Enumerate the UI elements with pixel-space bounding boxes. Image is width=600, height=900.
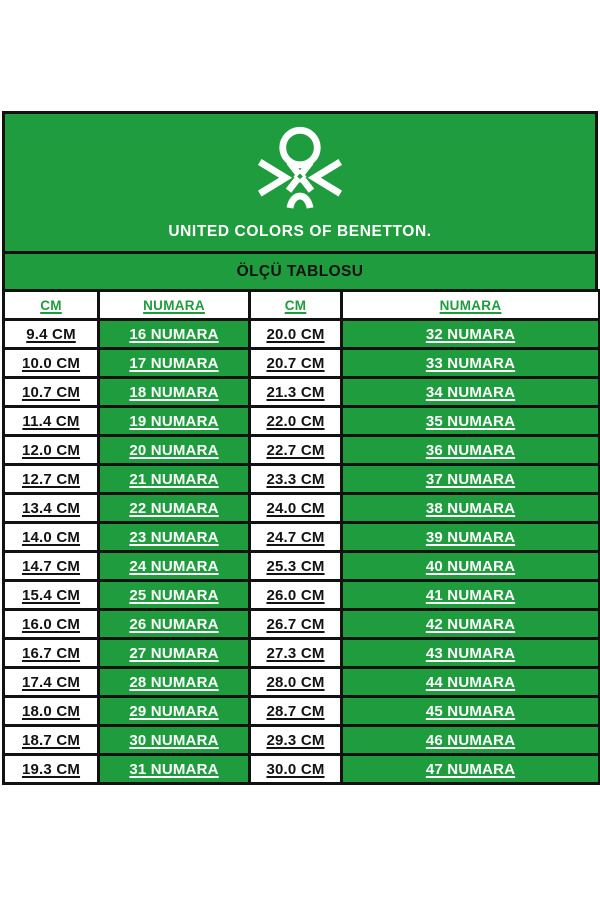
numara-value-cell: 26 NUMARA [99,610,250,639]
numara-value-cell: 45 NUMARA [342,697,600,726]
cm-value-cell: 22.7 CM [250,436,342,465]
numara-value-cell: 47 NUMARA [342,755,600,784]
cm-value-cell: 29.3 CM [250,726,342,755]
table-row [4,523,600,552]
table-row [4,407,600,436]
brand-wordmark: UNITED COLORS OF BENETTON. [168,223,432,240]
numara-value-cell: 27 NUMARA [99,639,250,668]
table-row [4,378,600,407]
numara-value-cell: 44 NUMARA [342,668,600,697]
numara-value-cell: 46 NUMARA [342,726,600,755]
numara-value-cell: 37 NUMARA [342,465,600,494]
cm-value-cell: 14.7 CM [4,552,99,581]
cm-value-cell: 12.7 CM [4,465,99,494]
cm-value-cell: 16.7 CM [4,639,99,668]
cm-value-cell: 17.4 CM [4,668,99,697]
table-row [4,668,600,697]
numara-value-cell: 22 NUMARA [99,494,250,523]
size-chart-page [2,111,598,785]
table-row [4,552,600,581]
cm-value-cell: 20.7 CM [250,349,342,378]
numara-value-cell: 33 NUMARA [342,349,600,378]
cm-value-cell: 22.0 CM [250,407,342,436]
cm-value-cell: 12.0 CM [4,436,99,465]
numara-value-cell: 36 NUMARA [342,436,600,465]
cm-value-cell: 21.3 CM [250,378,342,407]
cm-value-cell: 28.0 CM [250,668,342,697]
numara-value-cell: 17 NUMARA [99,349,250,378]
header-row [4,291,600,320]
numara-value-cell: 24 NUMARA [99,552,250,581]
numara-value-cell: 42 NUMARA [342,610,600,639]
numara-value-cell: 20 NUMARA [99,436,250,465]
numara-value-cell: 25 NUMARA [99,581,250,610]
table-row [4,610,600,639]
numara-value-cell: 29 NUMARA [99,697,250,726]
table-row [4,494,600,523]
numara-value-cell: 38 NUMARA [342,494,600,523]
numara-value-cell: 41 NUMARA [342,581,600,610]
cm-value-cell: 26.7 CM [250,610,342,639]
numara-value-cell: 35 NUMARA [342,407,600,436]
cm-value-cell: 18.7 CM [4,726,99,755]
cm-value-cell: 9.4 CM [4,320,99,349]
numara-value-cell: 16 NUMARA [99,320,250,349]
numara-value-cell: 43 NUMARA [342,639,600,668]
cm-value-cell: 13.4 CM [4,494,99,523]
table-row [4,349,600,378]
cm-value-cell: 10.7 CM [4,378,99,407]
numara-value-cell: 28 NUMARA [99,668,250,697]
benetton-knot-icon [256,126,344,218]
column-header-numara-left: NUMARA [99,291,250,320]
brand-header [2,111,598,254]
numara-value-cell: 19 NUMARA [99,407,250,436]
column-header-cm-left: CM [4,291,99,320]
numara-value-cell: 32 NUMARA [342,320,600,349]
table-row [4,320,600,349]
column-header-numara-right: NUMARA [342,291,600,320]
column-header-cm-right: CM [250,291,342,320]
numara-value-cell: 31 NUMARA [99,755,250,784]
numara-value-cell: 34 NUMARA [342,378,600,407]
table-row [4,465,600,494]
numara-value-cell: 23 NUMARA [99,523,250,552]
cm-value-cell: 16.0 CM [4,610,99,639]
numara-value-cell: 39 NUMARA [342,523,600,552]
cm-value-cell: 24.7 CM [250,523,342,552]
numara-value-cell: 18 NUMARA [99,378,250,407]
cm-value-cell: 25.3 CM [250,552,342,581]
size-table [2,289,600,785]
table-row [4,755,600,784]
cm-value-cell: 19.3 CM [4,755,99,784]
cm-value-cell: 27.3 CM [250,639,342,668]
cm-value-cell: 11.4 CM [4,407,99,436]
cm-value-cell: 14.0 CM [4,523,99,552]
table-title-banner [2,254,598,289]
numara-value-cell: 30 NUMARA [99,726,250,755]
cm-value-cell: 18.0 CM [4,697,99,726]
table-row [4,726,600,755]
cm-value-cell: 26.0 CM [250,581,342,610]
cm-value-cell: 10.0 CM [4,349,99,378]
cm-value-cell: 23.3 CM [250,465,342,494]
table-row [4,436,600,465]
table-row [4,639,600,668]
cm-value-cell: 28.7 CM [250,697,342,726]
cm-value-cell: 24.0 CM [250,494,342,523]
cm-value-cell: 30.0 CM [250,755,342,784]
numara-value-cell: 21 NUMARA [99,465,250,494]
table-row [4,581,600,610]
numara-value-cell: 40 NUMARA [342,552,600,581]
table-title: ÖLÇÜ TABLOSU [236,262,364,280]
cm-value-cell: 15.4 CM [4,581,99,610]
cm-value-cell: 20.0 CM [250,320,342,349]
table-row [4,697,600,726]
